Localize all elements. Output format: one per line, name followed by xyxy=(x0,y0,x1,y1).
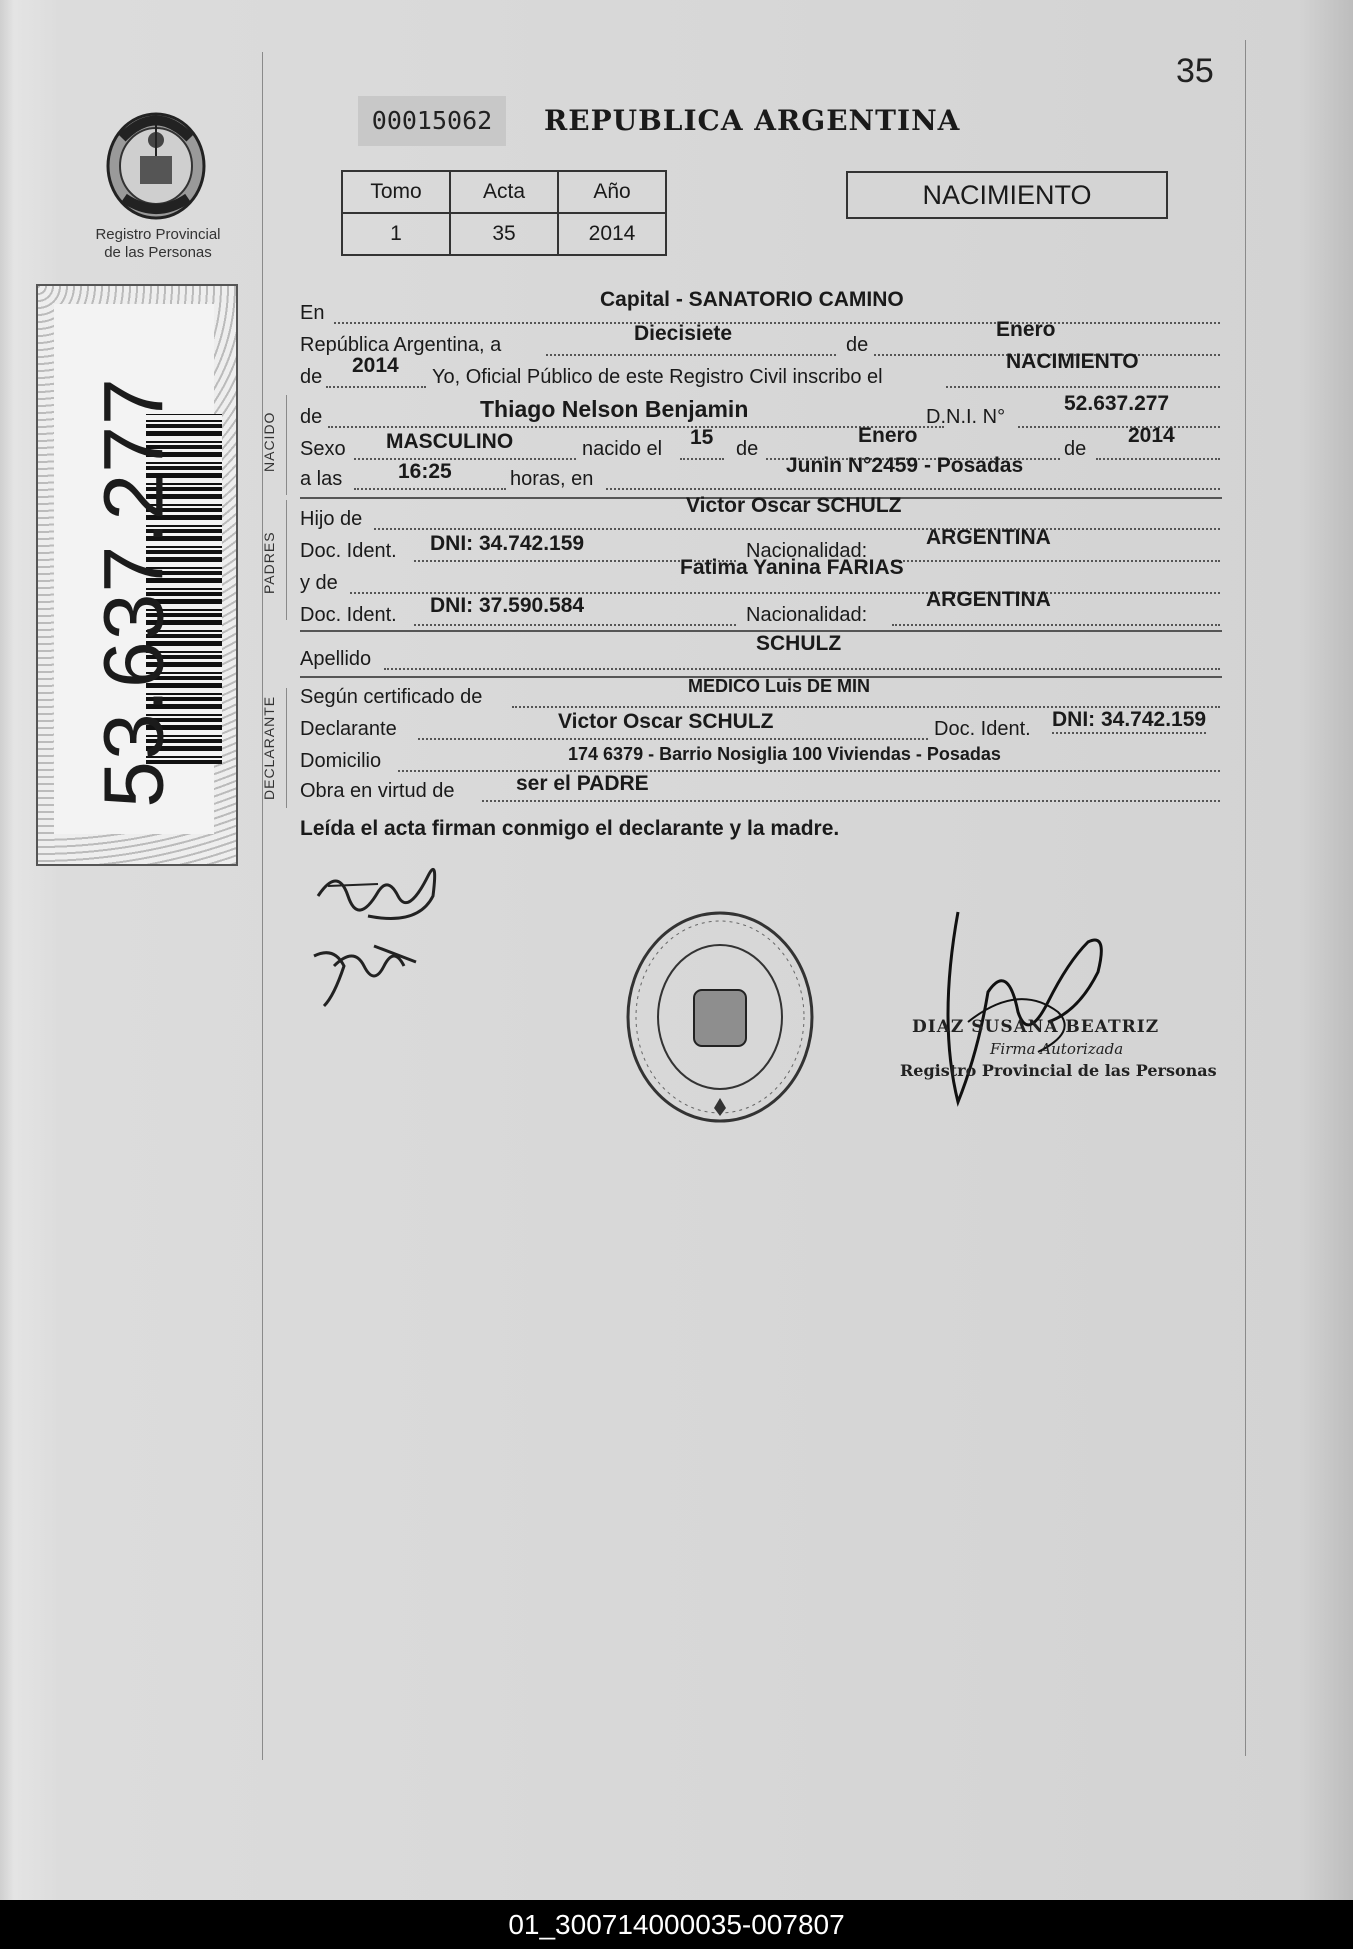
dotted-line xyxy=(892,560,1220,562)
dotted-line xyxy=(326,386,426,388)
value-birth-day: 15 xyxy=(690,426,714,449)
label-hijo-de: Hijo de xyxy=(300,508,363,530)
row-time-place xyxy=(300,454,1220,496)
label-a-las: a las xyxy=(300,468,343,490)
dotted-line xyxy=(354,488,506,490)
side-label-padres: PADRES xyxy=(261,531,277,594)
label-doc-ident-2: Doc. Ident. xyxy=(300,604,397,626)
row-address xyxy=(300,744,1220,780)
value-surname: SCHULZ xyxy=(756,632,842,655)
label-horas-en: horas, en xyxy=(510,468,594,490)
value-acta: 35 xyxy=(450,213,558,255)
dotted-line xyxy=(414,624,736,626)
barcode-label xyxy=(54,304,214,834)
value-certificate: MEDICO Luis DE MIN xyxy=(688,676,871,696)
dotted-line xyxy=(1018,426,1220,428)
value-mother-doc: DNI: 37.590.584 xyxy=(430,594,585,617)
header-tomo: Tomo xyxy=(342,171,450,213)
value-place: Capital - SANATORIO CAMINO xyxy=(600,288,904,311)
label-nacido-el: nacido el xyxy=(582,438,663,460)
value-father-nat: ARGENTINA xyxy=(926,526,1051,549)
row-mother-doc xyxy=(300,588,1220,630)
label-y-de: y de xyxy=(300,572,338,594)
header-anio: Año xyxy=(558,171,666,213)
dotted-line xyxy=(1096,458,1220,460)
value-name: Thiago Nelson Benjamin xyxy=(480,396,749,422)
value-father: Victor Oscar SCHULZ xyxy=(686,494,902,517)
value-declarant: Victor Oscar SCHULZ xyxy=(558,710,774,733)
value-month: Enero xyxy=(996,318,1056,341)
value-year: 2014 xyxy=(352,354,399,377)
country-title: REPUBLICA ARGENTINA xyxy=(544,104,961,137)
section-rule xyxy=(286,688,287,808)
label-republica: República Argentina, a xyxy=(300,334,502,356)
closing-statement: Leída el acta firman conmigo el declarante y la madre. xyxy=(300,817,840,840)
label-yo-text: Yo, Oficial Público de este Registro Civil inscribo el xyxy=(432,366,883,388)
side-label-declarante: DECLARANTE xyxy=(261,695,277,800)
value-mother-nat: ARGENTINA xyxy=(926,588,1051,611)
side-label-nacido: NACIDO xyxy=(261,411,277,472)
left-margin-rule xyxy=(262,52,263,1760)
section-rule xyxy=(286,500,287,620)
label-declarante: Declarante xyxy=(300,718,397,740)
label-segun: Según certificado de xyxy=(300,686,483,708)
dotted-line xyxy=(374,528,1220,530)
label-dni: D.N.I. N° xyxy=(926,406,1006,428)
province-crest-icon xyxy=(96,98,216,228)
dotted-line xyxy=(354,458,576,460)
serial-number: 00015062 xyxy=(358,96,506,146)
header-acta: Acta xyxy=(450,171,558,213)
value-mother: Fatima Yanina FARIAS xyxy=(680,556,904,579)
dotted-line xyxy=(546,354,836,356)
barcode-sticker xyxy=(36,284,238,866)
label-apellido: Apellido xyxy=(300,648,372,670)
record-type-box: NACIMIENTO xyxy=(846,171,1168,219)
value-tomo: 1 xyxy=(342,213,450,255)
tomo-acta-table xyxy=(341,170,667,256)
barcode-number: 53.637.277 xyxy=(86,377,181,808)
dotted-line xyxy=(334,322,1220,324)
value-dni: 52.637.277 xyxy=(1064,392,1170,415)
value-sex: MASCULINO xyxy=(386,430,514,453)
row-surname xyxy=(300,632,1220,676)
label-sexo: Sexo xyxy=(300,438,346,460)
value-anio: 2014 xyxy=(558,213,666,255)
value-record: NACIMIENTO xyxy=(1006,350,1139,373)
registry-label-line2: de las Personas xyxy=(104,244,212,261)
label-doc-ident-decl: Doc. Ident. xyxy=(934,718,1031,740)
section-rule xyxy=(286,395,287,495)
mother-signature-icon xyxy=(304,936,424,1016)
official-seal-icon xyxy=(622,908,818,1126)
stamp-line1: DIAZ SUSANA BEATRIZ xyxy=(912,1017,1160,1037)
row-declarant xyxy=(300,708,1220,746)
dotted-line xyxy=(680,458,724,460)
row-place xyxy=(300,288,1220,330)
registrar-signature-icon xyxy=(928,902,1148,1122)
label-de-name: de xyxy=(300,406,323,428)
label-obra: Obra en virtud de xyxy=(300,780,455,802)
value-time: 16:25 xyxy=(398,460,452,483)
label-domicilio: Domicilio xyxy=(300,750,382,772)
label-doc-ident-1: Doc. Ident. xyxy=(300,540,397,562)
label-de-year2: de xyxy=(1064,438,1087,460)
value-birth-month: Enero xyxy=(858,424,918,447)
declarant-signature-icon xyxy=(308,856,448,936)
label-en: En xyxy=(300,302,325,324)
dotted-line xyxy=(482,800,1220,802)
registrar-stamp xyxy=(900,1016,1217,1082)
value-reason: ser el PADRE xyxy=(516,772,649,795)
label-nacionalidad-2: Nacionalidad: xyxy=(746,604,868,626)
row-record xyxy=(300,350,1220,394)
value-address: 174 6379 - Barrio Nosiglia 100 Viviendas - Posadas xyxy=(568,744,1001,764)
dotted-line xyxy=(892,624,1220,626)
label-de-month: de xyxy=(736,438,759,460)
dotted-line xyxy=(328,426,944,428)
right-margin-rule xyxy=(1245,40,1246,1756)
stamp-line2: Firma Autorizada xyxy=(990,1040,1124,1058)
page-number: 35 xyxy=(1176,52,1214,90)
value-day-words: Diecisiete xyxy=(634,322,733,345)
value-birth-place: Junin N°2459 - Posadas xyxy=(786,454,1024,477)
registry-label-line1: Registro Provincial xyxy=(95,226,221,243)
value-father-doc: DNI: 34.742.159 xyxy=(430,532,585,555)
dotted-line xyxy=(418,738,928,740)
label-de-year: de xyxy=(300,366,323,388)
label-nacionalidad-1: Nacionalidad: xyxy=(746,540,868,562)
registry-label xyxy=(78,226,238,262)
stamp-line3: Registro Provincial de las Personas xyxy=(900,1061,1217,1080)
row-reason xyxy=(300,772,1220,810)
scan-footer: 01_300714000035-007807 xyxy=(0,1900,1353,1949)
label-de: de xyxy=(846,334,869,356)
value-birth-year: 2014 xyxy=(1128,424,1175,447)
dotted-line xyxy=(946,386,1220,388)
dotted-line xyxy=(606,488,1220,490)
value-declarant-doc: DNI: 34.742.159 xyxy=(1052,708,1206,734)
dotted-line xyxy=(384,668,1220,670)
